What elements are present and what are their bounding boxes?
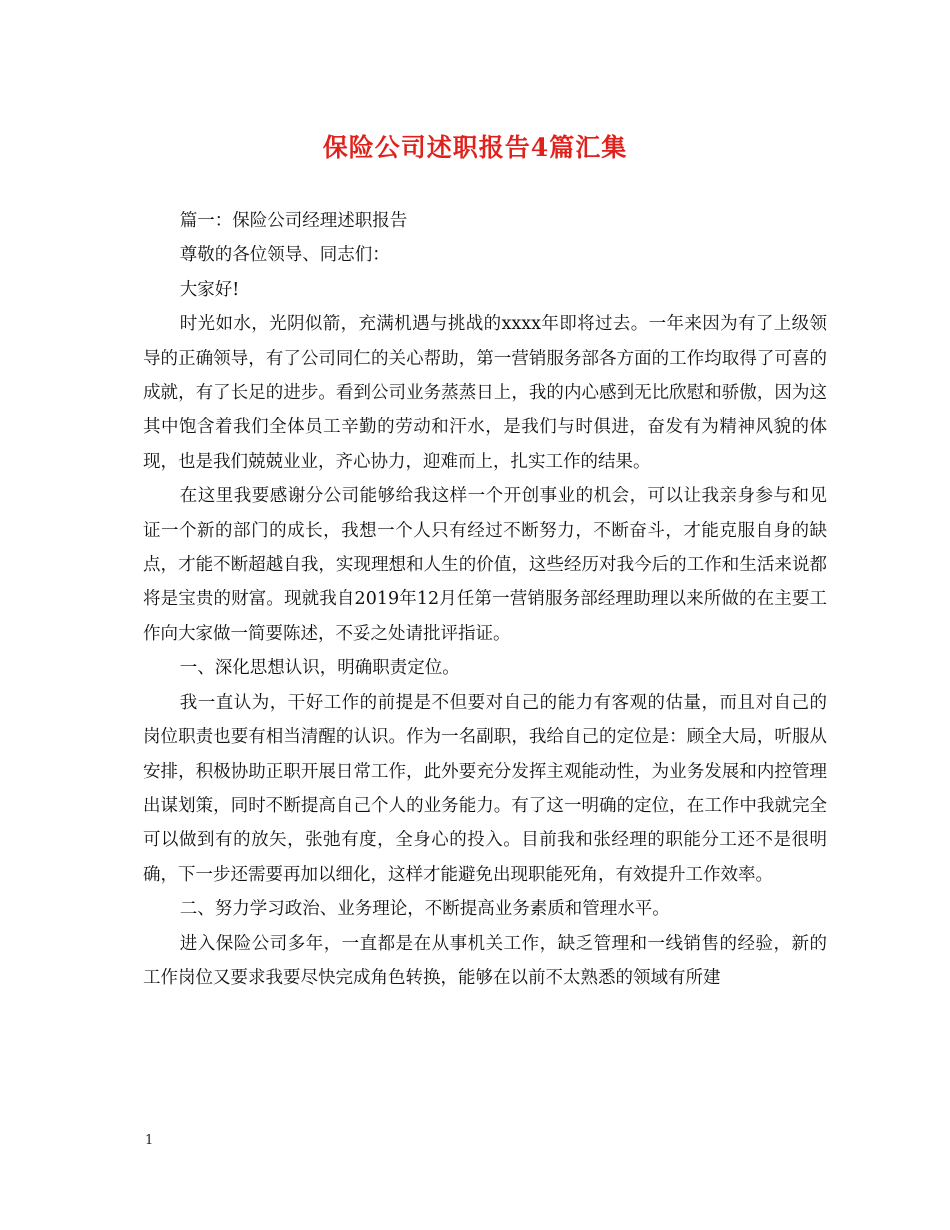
salutation: 尊敬的各位领导、同志们： xyxy=(179,245,390,266)
body-paragraph: 在这里我要感谢分公司能够给我这样一个开创事业的机会，可以让我亲身参与和见证一个新的部门的成长，我想一个人只有经过不断努力，不断奋斗，才能克服自身的缺点，才能不断超越自我，实现理想和人生的价值，这些经历对我今后的工作和生活来说都将是宝贵的财富。现就我自2019年12月任第一营销服务部经理助理以来所做的在主要工作向大家做一简要陈述，不妥之处请批评指证。 xyxy=(143,486,827,644)
body-paragraph: 我一直认为，干好工作的前提是不但要对自己的能力有客观的估量，而且对自己的岗位职责也要有相当清醒的认识。作为一名副职，我给自己的定位是：顾全大局，听服从安排，积极协助正职开展日常工作，此外要充分发挥主观能动性，为业务发展和内控管理出谋划策，同时不断提高自己个人的业务能力。有了这一明确的定位，在工作中我就完全可以做到有的放矢，张弛有度，全身心的投入。目前我和张经理的职能分工还不是很明确，下一步还需要再加以细化，这样才能避免出现职能死角，有效提升工作效率。 xyxy=(143,692,827,885)
greeting: 大家好! xyxy=(179,279,240,300)
section-heading: 篇一：保险公司经理述职报告 xyxy=(179,211,408,231)
document-title: 保险公司述职报告4篇汇集 xyxy=(322,133,628,162)
subsection-heading: 二、努力学习政治、业务理论，不断提高业务素质和管理水平。 xyxy=(179,899,670,920)
body-paragraph: 时光如水，光阴似箭，充满机遇与挑战的xxxx年即将过去。一年来因为有了上级领导的正确领导，有了公司同仁的关心帮助，第一营销服务部各方面的工作均取得了可喜的成就，有了长足的进步。看到公司业务蒸蒸日上，我的内心感到无比欣慰和骄傲，因为这其中饱含着我们全体员工辛勤的劳动和汗水，是我们与时俱进，奋发有为精神风貌的体现，也是我们兢兢业业，齐心协力，迎难而上，扎实工作的结果。 xyxy=(143,314,827,472)
page-number: 1 xyxy=(145,1133,154,1148)
body-paragraph: 进入保险公司多年，一直都是在从事机关工作，缺乏管理和一线销售的经验，新的工作岗位又要求我要尽快完成角色转换，能够在以前不太熟悉的领域有所建 xyxy=(143,933,827,988)
subsection-heading: 一、深化思想认识，明确职责定位。 xyxy=(179,658,460,679)
document-body xyxy=(143,204,827,995)
